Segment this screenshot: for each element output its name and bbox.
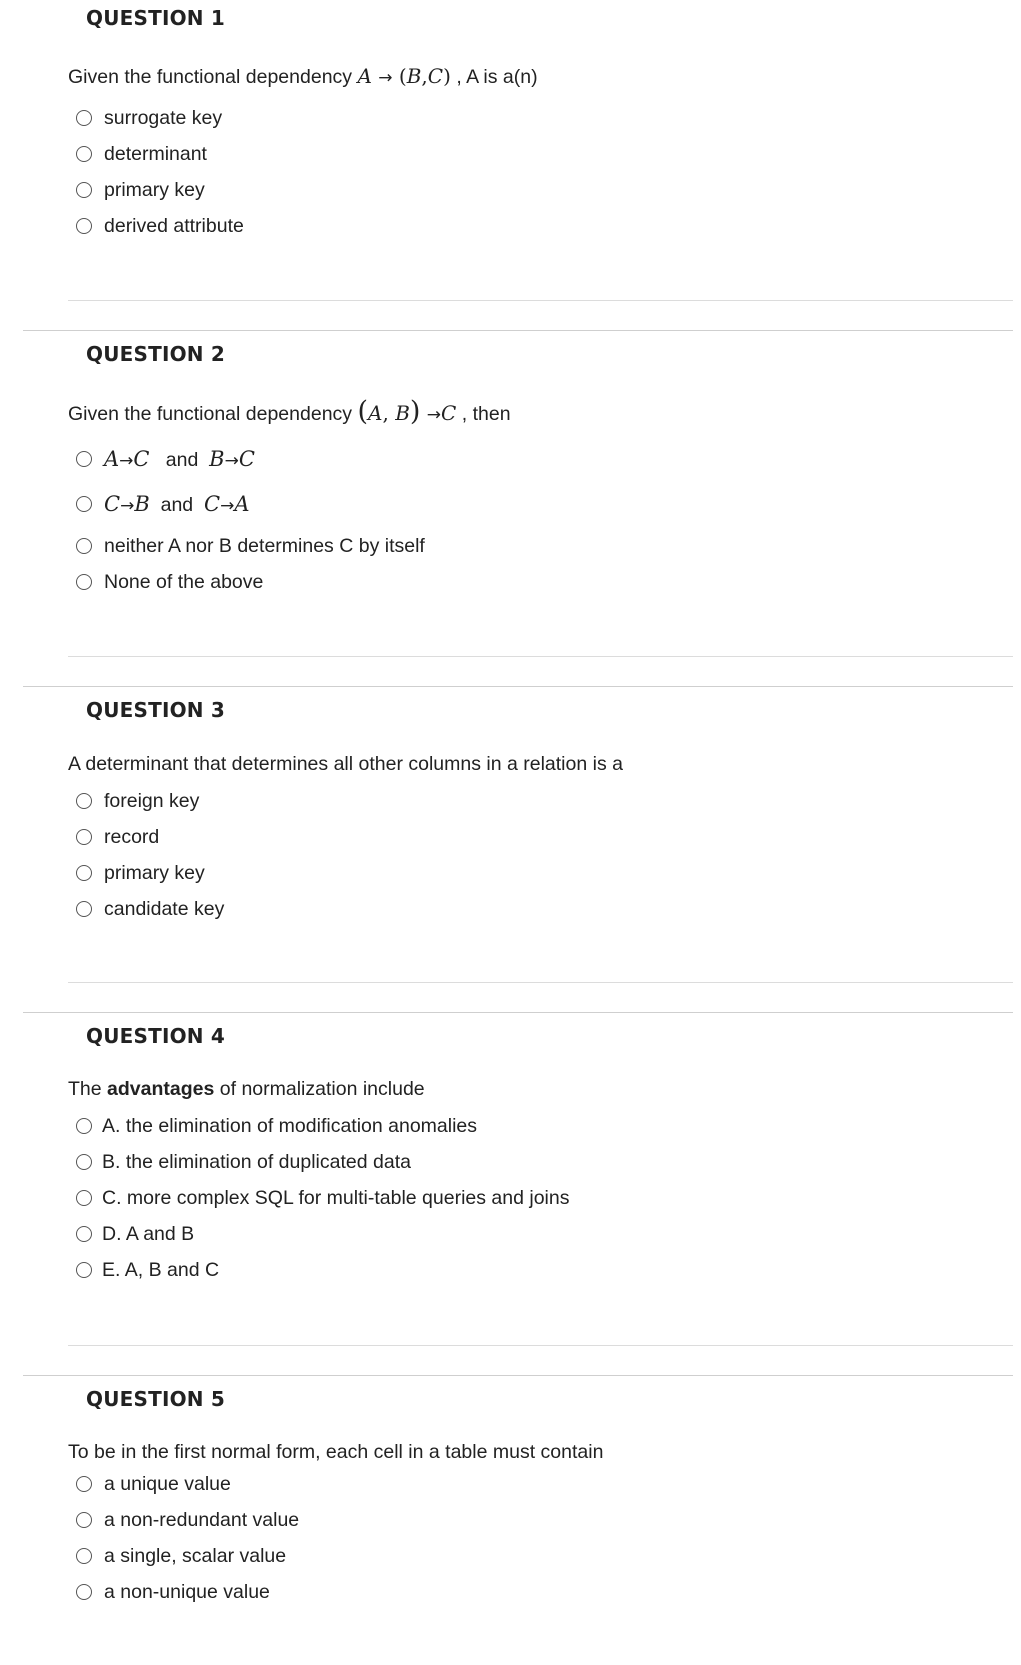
question-4-prompt: The advantages of normalization include [68,1078,425,1100]
radio-button[interactable] [76,110,92,126]
question-separator [23,330,1013,331]
q3-option-3[interactable]: primary key [76,859,205,887]
radio-button[interactable] [76,829,92,845]
q4-option-1[interactable]: A. the elimination of modification anomalies [76,1112,477,1140]
radio-button[interactable] [76,218,92,234]
q3-option-1[interactable]: foreign key [76,787,199,815]
divider [68,300,1013,301]
q2-option-4[interactable]: None of the above [76,568,263,596]
radio-button[interactable] [76,1476,92,1492]
radio-button[interactable] [76,146,92,162]
fd-math: A → (B,C) [357,64,451,88]
radio-button[interactable] [76,1512,92,1528]
radio-button[interactable] [76,182,92,198]
q2-option-1[interactable]: A→C and B→C [76,445,255,473]
question-1-heading: QUESTION 1 [86,6,226,30]
q5-option-3[interactable]: a single, scalar value [76,1542,286,1570]
radio-button[interactable] [76,793,92,809]
radio-button[interactable] [76,1226,92,1242]
q4-option-5[interactable]: E. A, B and C [76,1256,219,1284]
q3-option-4[interactable]: candidate key [76,895,224,923]
q1-option-3[interactable]: primary key [76,176,205,204]
radio-button[interactable] [76,1262,92,1278]
question-1-prompt: Given the functional dependency A → (B,C) , A is a(n) [68,64,538,88]
radio-button[interactable] [76,451,92,467]
question-2-prompt: Given the functional dependency (A, B) →C , then [68,396,511,427]
question-3-prompt: A determinant that determines all other columns in a relation is a [68,753,623,775]
radio-button[interactable] [76,901,92,917]
question-5-heading: QUESTION 5 [86,1387,226,1411]
radio-button[interactable] [76,538,92,554]
question-3-heading: QUESTION 3 [86,698,226,722]
q4-option-2[interactable]: B. the elimination of duplicated data [76,1148,411,1176]
radio-button[interactable] [76,574,92,590]
q3-option-2[interactable]: record [76,823,159,851]
q4-option-3[interactable]: C. more complex SQL for multi-table queries and joins [76,1184,569,1212]
question-4-heading: QUESTION 4 [86,1024,226,1048]
q5-option-2[interactable]: a non-redundant value [76,1506,299,1534]
q1-option-1[interactable]: surrogate key [76,104,222,132]
radio-button[interactable] [76,1118,92,1134]
question-2-heading: QUESTION 2 [86,342,226,366]
q5-option-4[interactable]: a non-unique value [76,1578,270,1606]
question-separator [23,1375,1013,1376]
question-separator [23,1012,1013,1013]
question-5-prompt: To be in the first normal form, each cell in a table must contain [68,1441,604,1463]
radio-button[interactable] [76,1190,92,1206]
radio-button[interactable] [76,1154,92,1170]
divider [68,656,1013,657]
radio-button[interactable] [76,1584,92,1600]
q2-option-3[interactable]: neither A nor B determines C by itself [76,532,425,560]
q2-option-2[interactable]: C→B and C→A [76,490,250,518]
q1-option-2[interactable]: determinant [76,140,207,168]
radio-button[interactable] [76,496,92,512]
fd-math: (A, B) →C [357,396,457,427]
q1-option-4[interactable]: derived attribute [76,212,244,240]
radio-button[interactable] [76,1548,92,1564]
question-separator [23,686,1013,687]
q5-option-1[interactable]: a unique value [76,1470,231,1498]
divider [68,982,1013,983]
divider [68,1345,1013,1346]
radio-button[interactable] [76,865,92,881]
q4-option-4[interactable]: D. A and B [76,1220,194,1248]
